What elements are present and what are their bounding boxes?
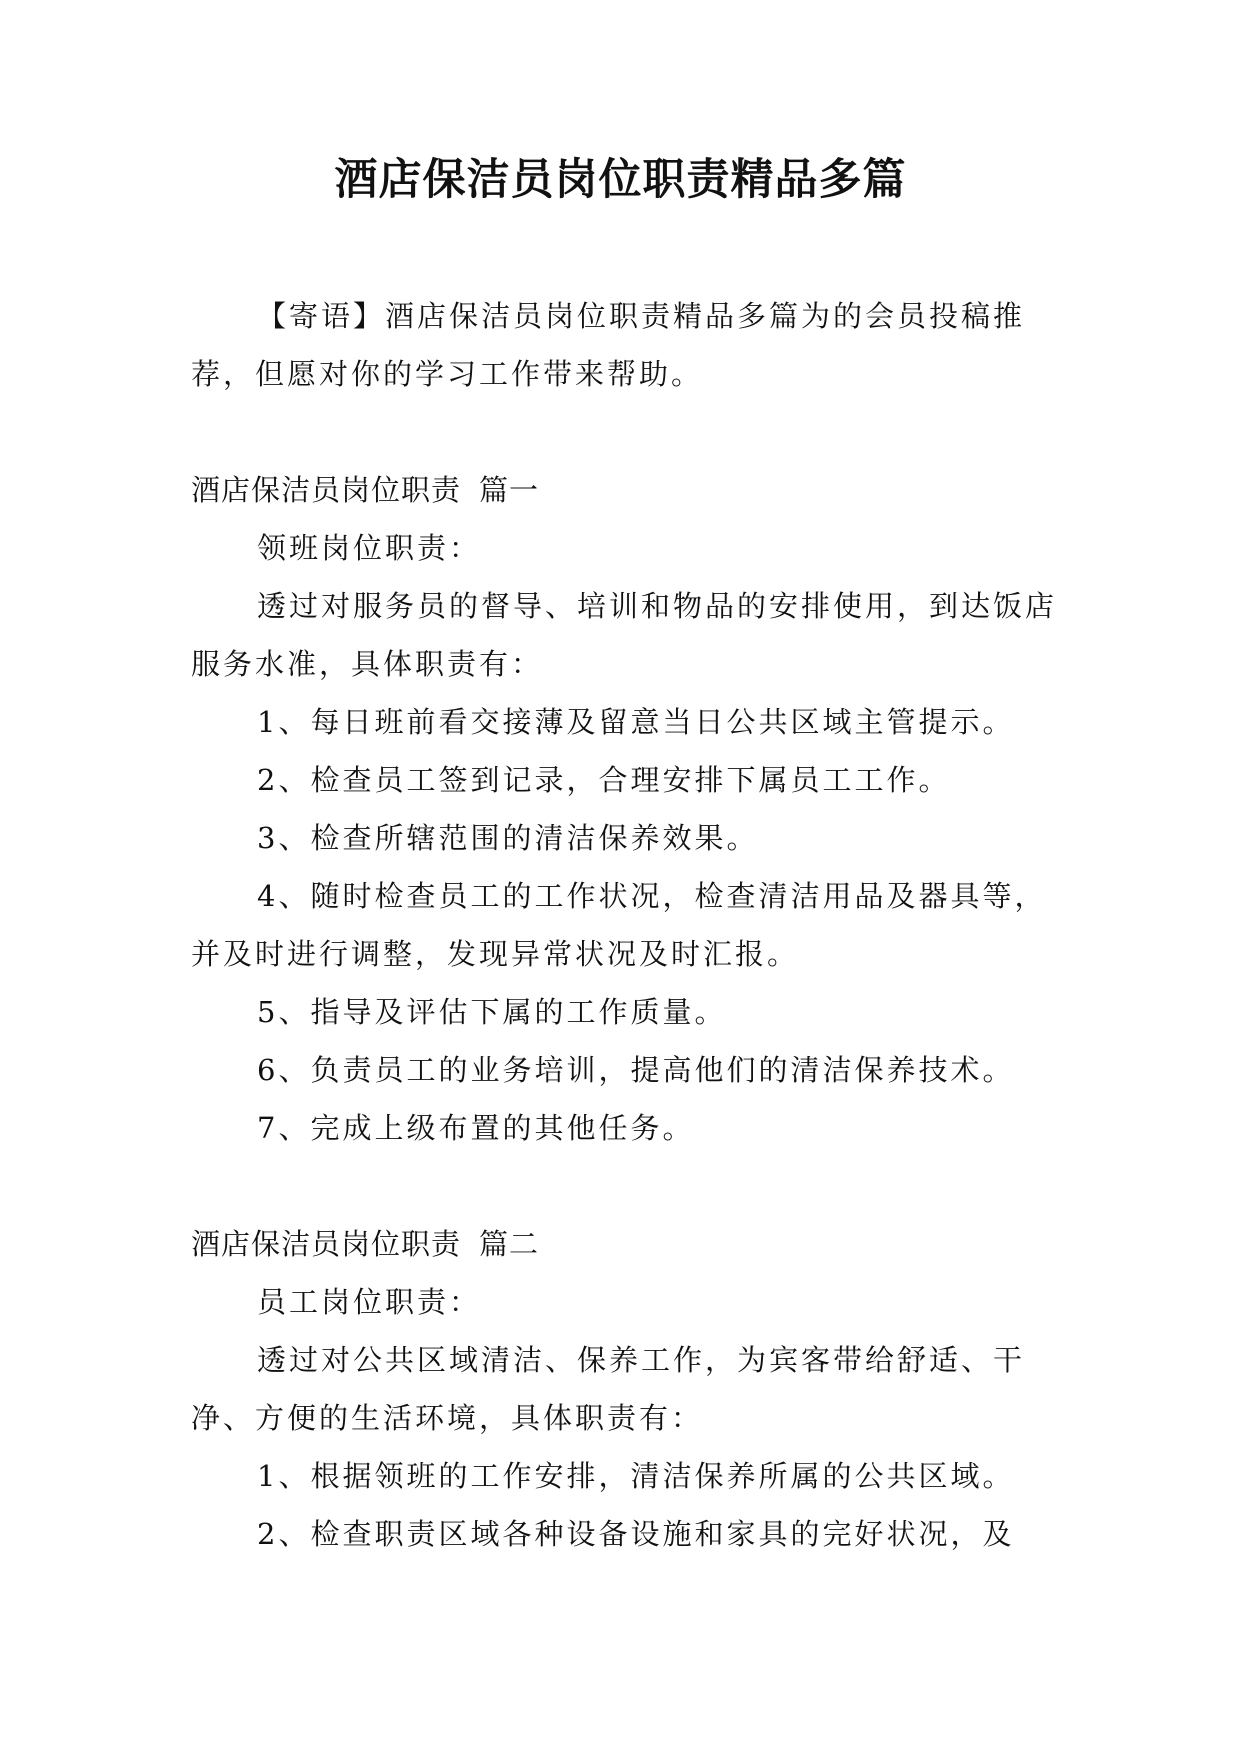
- list-item: 6、负责员工的业务培训，提高他们的清洁保养技术。: [257, 1053, 1015, 1087]
- section-heading-2: [191, 1215, 1071, 1273]
- document-body: [191, 287, 1071, 1563]
- list-item: 3、检查所辖范围的清洁保养效果。: [257, 821, 759, 855]
- section-gap: [191, 1157, 1071, 1215]
- section-subtitle: 领班岗位职责：: [257, 531, 482, 565]
- section-heading-main: 酒店保洁员岗位职责: [191, 1227, 462, 1261]
- section-heading-main: 酒店保洁员岗位职责: [191, 473, 462, 507]
- list-item: 4、随时检查员工的工作状况，检查清洁用品及器具等，并及时进行调整，发现异常状况及时汇报。: [191, 879, 1047, 971]
- list-item: 2、检查员工签到记录，合理安排下属员工工作。: [257, 763, 951, 797]
- list-item: 5、指导及评估下属的工作质量。: [257, 995, 727, 1029]
- list-item: 1、每日班前看交接薄及留意当日公共区域主管提示。: [257, 705, 1015, 739]
- section-heading-1: [191, 461, 1071, 519]
- section-heading-part: 篇一: [479, 473, 540, 507]
- list-item: 7、完成上级布置的其他任务。: [257, 1111, 695, 1145]
- section-summary: 透过对公共区域清洁、保养工作，为宾客带给舒适、干净、方便的生活环境，具体职责有：: [191, 1343, 1026, 1435]
- intro-paragraph: 【寄语】酒店保洁员岗位职责精品多篇为的会员投稿推荐，但愿对你的学习工作带来帮助。: [191, 299, 1026, 391]
- section-gap: [191, 403, 1071, 461]
- list-item: 1、根据领班的工作安排，清洁保养所属的公共区域。: [257, 1459, 1015, 1493]
- section-subtitle: 员工岗位职责：: [257, 1285, 482, 1319]
- document-title: 酒店保洁员岗位职责精品多篇: [334, 155, 907, 205]
- section-summary: 透过对服务员的督导、培训和物品的安排使用，到达饭店服务水准，具体职责有：: [191, 589, 1058, 681]
- section-heading-part: 篇二: [479, 1227, 540, 1261]
- list-item: 2、检查职责区域各种设备设施和家具的完好状况，及: [257, 1517, 1015, 1551]
